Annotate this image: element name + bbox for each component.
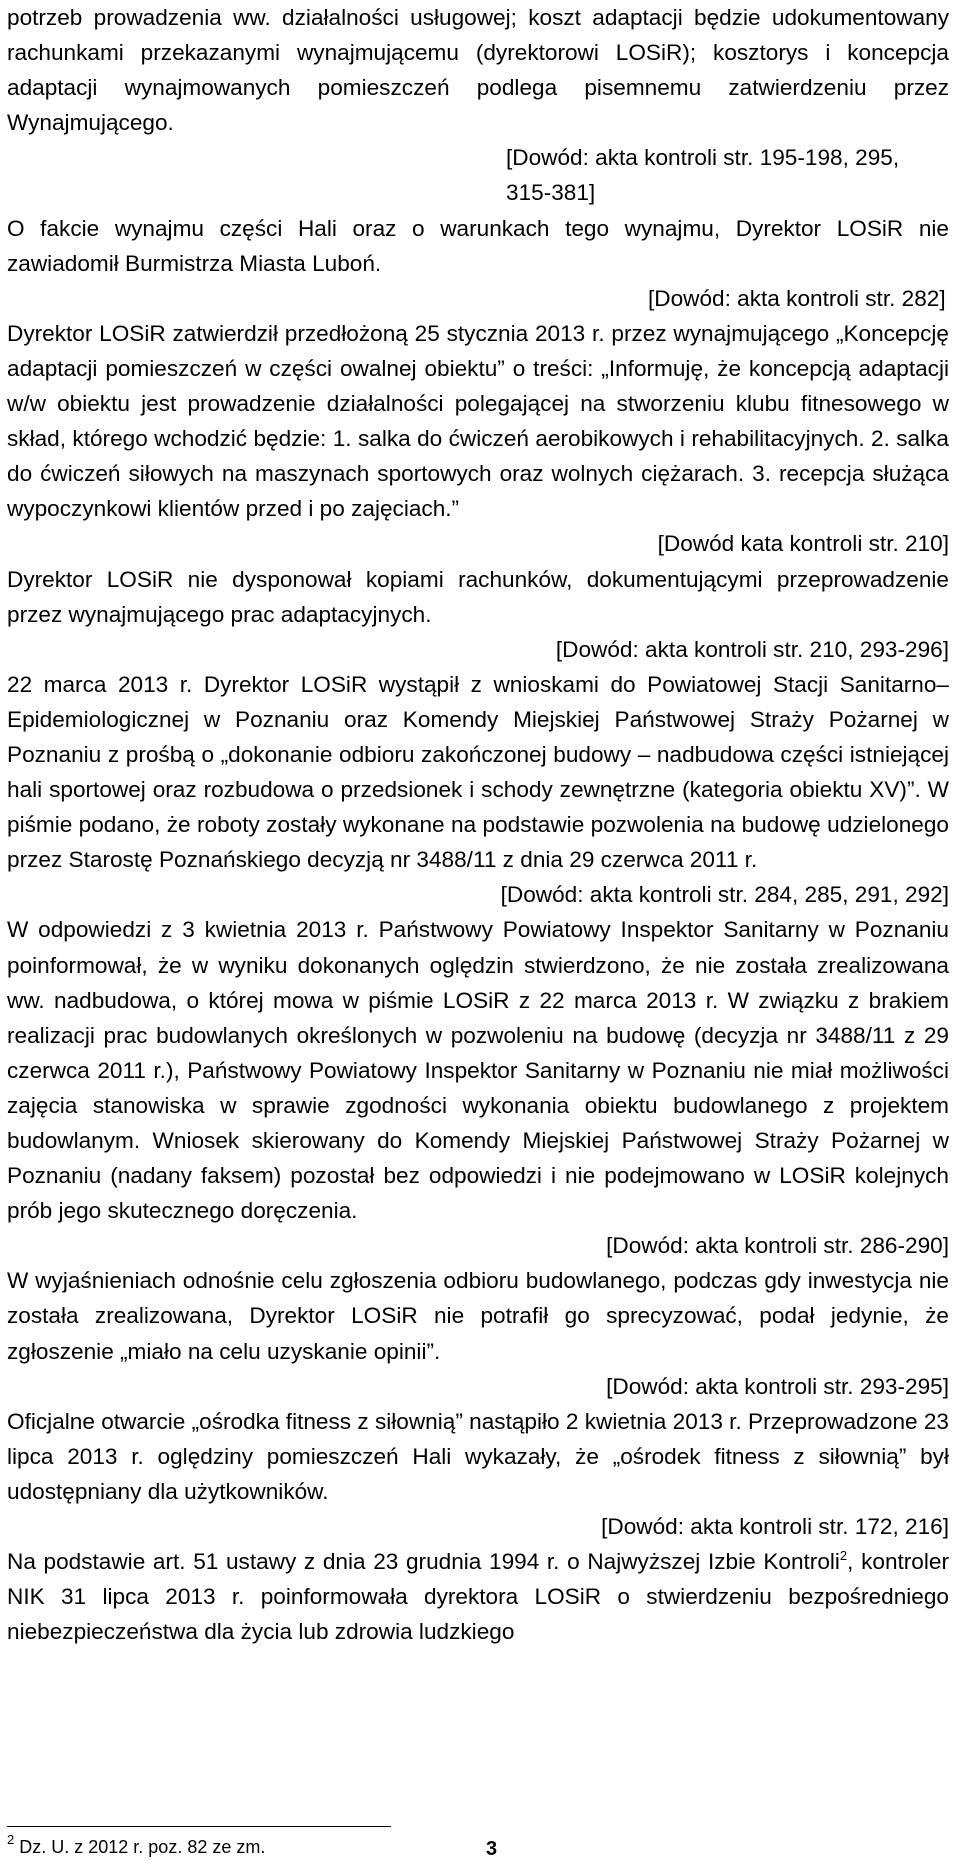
- evidence-citation: [Dowód: akta kontroli str. 293-295]: [606, 1373, 949, 1399]
- footnote-separator: [7, 1826, 391, 1827]
- paragraph: W wyjaśnieniach odnośnie celu zgłoszenia odbioru budowlanego, podczas gdy inwestycja nie została zrealizowana, Dyrektor LOSiR nie potrafił go sprecyzować, podał jedynie, że zgłoszenie „miało na celu uzyskanie opinii”.: [7, 1268, 949, 1364]
- paragraph-text: Na podstawie art. 51 ustawy z dnia 23 grudnia 1994 r. o Najwyższej Izbie Kontroli: [7, 1549, 840, 1575]
- evidence-citation: [Dowód kata kontroli str. 210]: [657, 531, 949, 557]
- body-text: [7, 0, 949, 1649]
- footnote-number: 2: [7, 1832, 15, 1847]
- evidence-citation: [Dowód: akta kontroli str. 210, 293-296]: [555, 636, 949, 662]
- paragraph: Dyrektor LOSiR nie dysponował kopiami rachunków, dokumentującymi przeprowadzenie przez wynajmującego prac adaptacyjnych.: [7, 566, 949, 627]
- footnote-reference[interactable]: 2: [839, 1548, 848, 1564]
- paragraph: O fakcie wynajmu części Hali oraz o warunkach tego wynajmu, Dyrektor LOSiR nie zawiadomił Burmistrza Miasta Luboń.: [7, 215, 949, 276]
- paragraph: potrzeb prowadzenia ww. działalności usługowej; koszt adaptacji będzie udokumentowany rachunkami przekazanymi wynajmującemu (dyrektorowi LOSiR); kosztorys i koncepcja adaptacji wynajmowanych pomieszczeń podlega pisemnemu zatwierdzeniu przez Wynajmującego.: [7, 5, 949, 136]
- paragraph: Dyrektor LOSiR zatwierdził przedłożoną 25 stycznia 2013 r. przez wynajmującego „Koncepcję adaptacji pomieszczeń w części owalnej obiektu” o treści: „Informuję, że koncepcją adaptacji w/w obiektu jest prowadzenie działalności polegającej na stworzeniu klubu fitnesowego w skład, którego wchodzić będzie: 1. salka do ćwiczeń aerobikowych i rehabilitacyjnych. 2. salka do ćwiczeń siłowych na maszynach sportowych oraz wolnych ciężarach. 3. recepcja służąca wypoczynkowi klientów przed i po zajęciach.”: [7, 320, 949, 522]
- evidence-citation: [Dowód: akta kontroli str. 284, 285, 291, 292]: [500, 882, 949, 908]
- footnote-text: Dz. U. z 2012 r. poz. 82 ze zm.: [19, 1837, 266, 1857]
- paragraph: 22 marca 2013 r. Dyrektor LOSiR wystąpił z wnioskami do Powiatowej Stacji Sanitarno–Epidemiologicznej w Poznaniu oraz Komendy Miejskiej Państwowej Straży Pożarnej w Poznaniu z prośbą o „dokonanie odbioru zakończonej budowy – nadbudowa części istniejącej hali sportowej oraz rozbudowa o przedsionek i schody zewnętrzne (kategoria obiektu XV)”. W piśmie podano, że roboty zostały wykonane na podstawie pozwolenia na budowę udzielonego przez Starostę Poznańskiego decyzją nr 3488/11 z dnia 29 czerwca 2011 r.: [7, 671, 949, 873]
- evidence-citation: [Dowód: akta kontroli str. 282]: [648, 285, 946, 311]
- evidence-citation: [Dowód: akta kontroli str. 286-290]: [606, 1233, 949, 1259]
- footnote: [7, 1832, 266, 1858]
- evidence-citation: [Dowód: akta kontroli str. 195-198, 295, 315-381]: [506, 145, 900, 206]
- paragraph-text: , kontroler NIK 31 lipca 2013 r. poinformowała dyrektora LOSiR o stwierdzeniu bezpośredniego niebezpieczeństwa dla życia lub zdrowia ludzkiego: [7, 1549, 949, 1645]
- paragraph-with-footnote: [7, 1544, 949, 1649]
- page-number: 3: [486, 1838, 498, 1860]
- paragraph: W odpowiedzi z 3 kwietnia 2013 r. Państwowy Powiatowy Inspektor Sanitarny w Poznaniu poinformował, że w wyniku dokonanych oględzin stwierdzono, że nie została zrealizowana ww. nadbudowa, o której mowa w piśmie LOSiR z 22 marca 2013 r. W związku z brakiem realizacji prac budowlanych określonych w pozwoleniu na budowę (decyzja nr 3488/11 z 29 czerwca 2011 r.), Państwowy Powiatowy Inspektor Sanitarny w Poznaniu nie miał możliwości zajęcia stanowiska w sprawie zgodności wykonania obiektu budowlanego z projektem budowlanym. Wniosek skierowany do Komendy Miejskiej Państwowej Straży Pożarnej w Poznaniu (nadany faksem) pozostał bez odpowiedzi i nie podejmowano w LOSiR kolejnych prób jego skutecznego doręczenia.: [7, 917, 949, 1224]
- paragraph: Oficjalne otwarcie „ośrodka fitness z siłownią” nastąpiło 2 kwietnia 2013 r. Przeprowadzone 23 lipca 2013 r. oględziny pomieszczeń Hali wykazały, że „ośrodek fitness z siłownią” był udostępniany dla użytkowników.: [7, 1408, 949, 1504]
- evidence-citation: [Dowód: akta kontroli str. 172, 216]: [601, 1514, 949, 1540]
